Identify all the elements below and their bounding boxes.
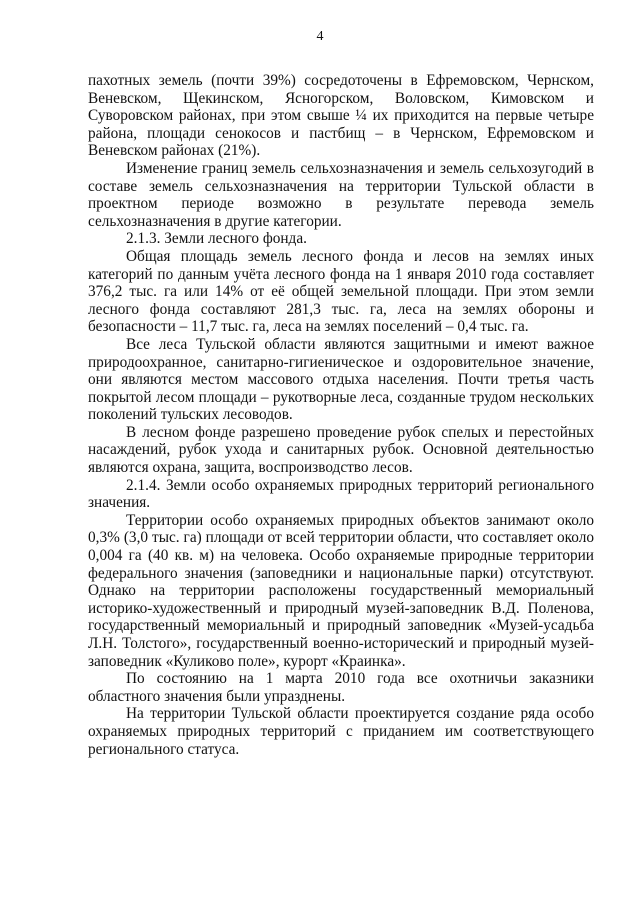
document-body (88, 72, 594, 758)
section-heading-forest-fund: 2.1.3. Земли лесного фонда. (126, 230, 307, 248)
section-heading-protected-territories: 2.1.4. Земли особо охраняемых природных территорий регионального значения. (88, 476, 594, 512)
paragraph-protective-forests: Все леса Тульской области являются защитными и имеют важное природоохранное, санитарно-гигиеническое и оздоровительное значение, они являются местом массового отдыха населения. Почти третья часть покрытой лесом площади – рукотворные леса, созданные трудом нескольких поколений тульских лесоводов. (88, 335, 594, 424)
paragraph-planned-territories: На территории Тульской области проектируется создание ряда особо охраняемых природных территорий с приданием им соответствующего регионального статуса. (88, 705, 594, 758)
paragraph-forest-area: Общая площадь земель лесного фонда и лесов на землях иных категорий по данным учёта лесного фонда на 1 января 2010 года составляет 376,2 тыс. га или 14% от её общей земельной площади. При этом земли лесного фонда составляют 281,3 тыс. га, леса на землях обороны и безопасности – 11,7 тыс. га, леса на землях поселений – 0,4 тыс. га. (88, 247, 594, 336)
paragraph-arable-land-continued: пахотных земель (почти 39%) сосредоточены в Ефремовском, Чернском, Веневском, Щекинском, Ясногорском, Воловском, Кимовском и Суворовском районах, при этом свыше ¼ их приходится на первые четыре района, площади сенокосов и пастбищ – в Чернском, Ефремовском и Веневском районах (21%). (88, 72, 594, 160)
paragraph-land-boundary-changes: Изменение границ земель сельхозназначения и земель сельхозугодий в составе земель сельхозназначения на территории Тульской области в проектном периоде возможно в результате перевода земель сельхозназначения в другие категории. (88, 159, 594, 230)
paragraph-protected-objects: Территории особо охраняемых природных объектов занимают около 0,3% (3,0 тыс. га) площади от всей территории области, что составляет около 0,004 га (40 кв. м) на человека. Особо охраняемые природные территории федерального значения (заповедники и национальные парки) отсутствуют. Однако на территории расположены государственный мемориальный историко-художественный и природный музей-заповедник В.Д. Поленова, государственный мемориальный и природный заповедник «Музей-усадьба Л.Н. Толстого», государственный военно-исторический и природный музей-заповедник «Куликово поле», курорт «Краинка». (88, 511, 594, 670)
paragraph-hunting-reserves: По состоянию на 1 марта 2010 года все охотничьи заказники областного значения были упразднены. (88, 670, 594, 705)
page-number: 4 (316, 29, 324, 44)
paragraph-logging-permitted: В лесном фонде разрешено проведение рубок спелых и перестойных насаждений, рубок ухода и санитарных рубок. Основной деятельностью являются охрана, защита, воспроизводство лесов. (88, 423, 594, 477)
